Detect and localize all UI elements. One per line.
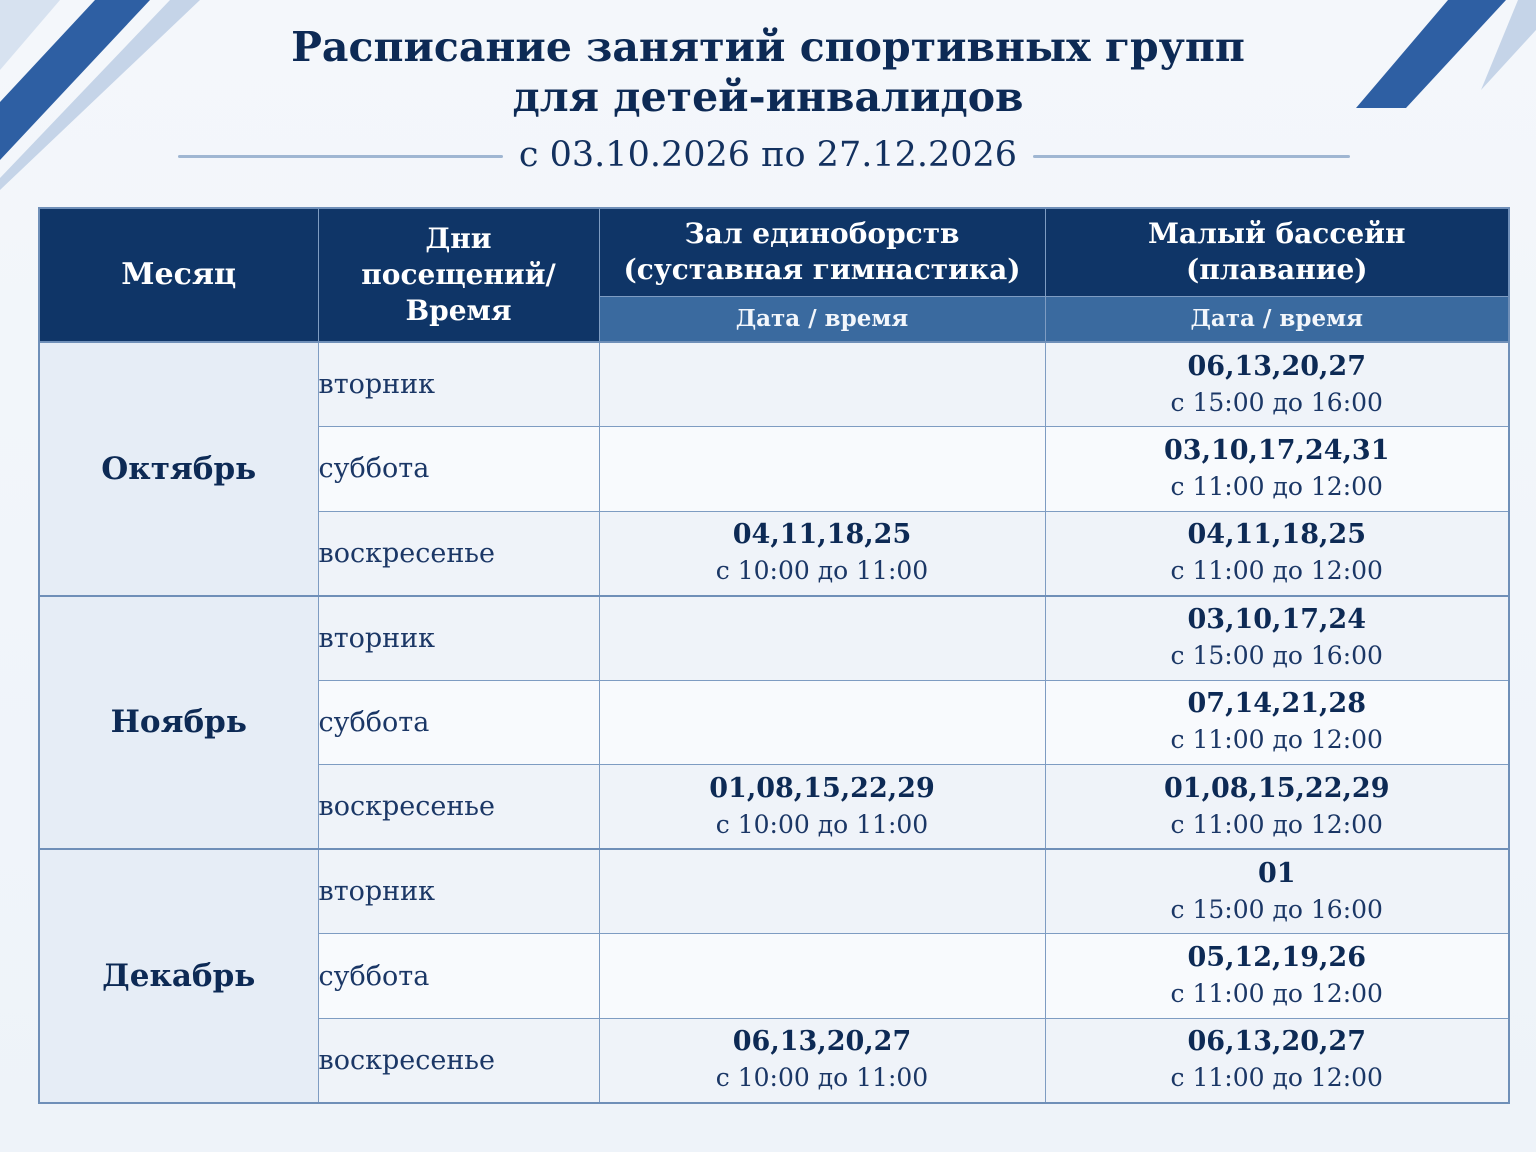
month-name: Октябрь <box>39 342 318 596</box>
pool-slot-dates: 04,11,18,25 <box>1187 519 1366 551</box>
pool-slot <box>1045 849 1509 934</box>
header-hall-line-1: Зал единоборств <box>684 217 960 251</box>
hall-slot <box>599 511 1045 596</box>
day-name: суббота <box>318 680 599 765</box>
pool-slot-time: с 11:00 до 12:00 <box>1170 556 1383 586</box>
schedule-table <box>38 207 1510 1104</box>
pool-slot <box>1045 511 1509 596</box>
pool-slot-dates: 06,13,20,27 <box>1187 1026 1366 1058</box>
header-days <box>318 208 599 342</box>
hall-slot-time: с 10:00 до 11:00 <box>715 809 929 839</box>
hall-slot <box>599 680 1045 765</box>
pool-slot <box>1045 596 1509 681</box>
pool-slot-dates: 06,13,20,27 <box>1187 350 1366 382</box>
pool-slot-dates: 01,08,15,22,29 <box>1164 772 1390 804</box>
hall-slot-time: с 10:00 до 11:00 <box>715 1063 929 1093</box>
period-divider-right <box>1033 155 1350 158</box>
header-pool-line-2: (плавание) <box>1185 253 1368 287</box>
pool-slot-time: с 15:00 до 16:00 <box>1170 641 1383 671</box>
hall-slot <box>599 934 1045 1019</box>
table-row <box>39 849 1509 934</box>
day-name: воскресенье <box>318 765 599 850</box>
day-name: воскресенье <box>318 511 599 596</box>
subheader-pool: Дата / время <box>1045 296 1509 342</box>
pool-slot-time: с 11:00 до 12:00 <box>1170 809 1383 839</box>
header-pool <box>1045 208 1509 296</box>
pool-slot-time: с 11:00 до 12:00 <box>1170 471 1383 501</box>
day-name: суббота <box>318 934 599 1019</box>
month-name: Декабрь <box>39 849 318 1103</box>
pool-slot-time: с 15:00 до 16:00 <box>1170 894 1383 924</box>
pool-slot <box>1045 1018 1509 1103</box>
page-title <box>0 22 1536 122</box>
schedule-body <box>39 342 1509 1103</box>
day-name: вторник <box>318 342 599 427</box>
hall-slot-dates: 04,11,18,25 <box>732 519 912 551</box>
pool-slot <box>1045 765 1509 850</box>
table-row <box>39 342 1509 427</box>
table-header-row <box>39 208 1509 296</box>
header-hall-line-2: (суставная гимнастика) <box>623 253 1021 287</box>
pool-slot-dates: 01 <box>1257 857 1296 889</box>
pool-slot-time: с 11:00 до 12:00 <box>1170 725 1383 755</box>
period-text: с 03.10.2026 по 27.12.2026 <box>518 135 1018 175</box>
pool-slot-time: с 11:00 до 12:00 <box>1170 1063 1383 1093</box>
pool-slot-time: с 11:00 до 12:00 <box>1170 979 1383 1009</box>
period-row <box>0 130 1536 182</box>
hall-slot <box>599 765 1045 850</box>
pool-slot-dates: 03,10,17,24 <box>1187 604 1366 636</box>
pool-slot-time: с 15:00 до 16:00 <box>1170 387 1383 417</box>
pool-slot <box>1045 427 1509 512</box>
hall-slot <box>599 849 1045 934</box>
day-name: вторник <box>318 596 599 681</box>
header-days-line-3: Время <box>405 294 512 327</box>
table-row <box>39 596 1509 681</box>
hall-slot-dates: 01,08,15,22,29 <box>709 772 935 804</box>
pool-slot-dates: 07,14,21,28 <box>1187 688 1366 720</box>
pool-slot <box>1045 934 1509 1019</box>
month-name: Ноябрь <box>39 596 318 850</box>
pool-slot <box>1045 680 1509 765</box>
hall-slot-time: с 10:00 до 11:00 <box>715 556 929 586</box>
header-hall <box>599 208 1045 296</box>
hall-slot <box>599 342 1045 427</box>
header-month: Месяц <box>39 208 318 342</box>
hall-slot <box>599 596 1045 681</box>
pool-slot-dates: 05,12,19,26 <box>1187 942 1366 974</box>
pool-slot-dates: 03,10,17,24,31 <box>1164 434 1390 466</box>
pool-slot <box>1045 342 1509 427</box>
hall-slot <box>599 1018 1045 1103</box>
header-days-line-1: Дни <box>425 222 492 255</box>
header-days-line-2: посещений/ <box>361 258 556 291</box>
day-name: воскресенье <box>318 1018 599 1103</box>
title-line-1: Расписание занятий спортивных групп <box>291 23 1245 71</box>
title-line-2: для детей-инвалидов <box>512 73 1024 121</box>
header-pool-line-1: Малый бассейн <box>1148 217 1406 251</box>
hall-slot <box>599 427 1045 512</box>
hall-slot-dates: 06,13,20,27 <box>732 1026 912 1058</box>
day-name: вторник <box>318 849 599 934</box>
subheader-hall: Дата / время <box>599 296 1045 342</box>
day-name: суббота <box>318 427 599 512</box>
